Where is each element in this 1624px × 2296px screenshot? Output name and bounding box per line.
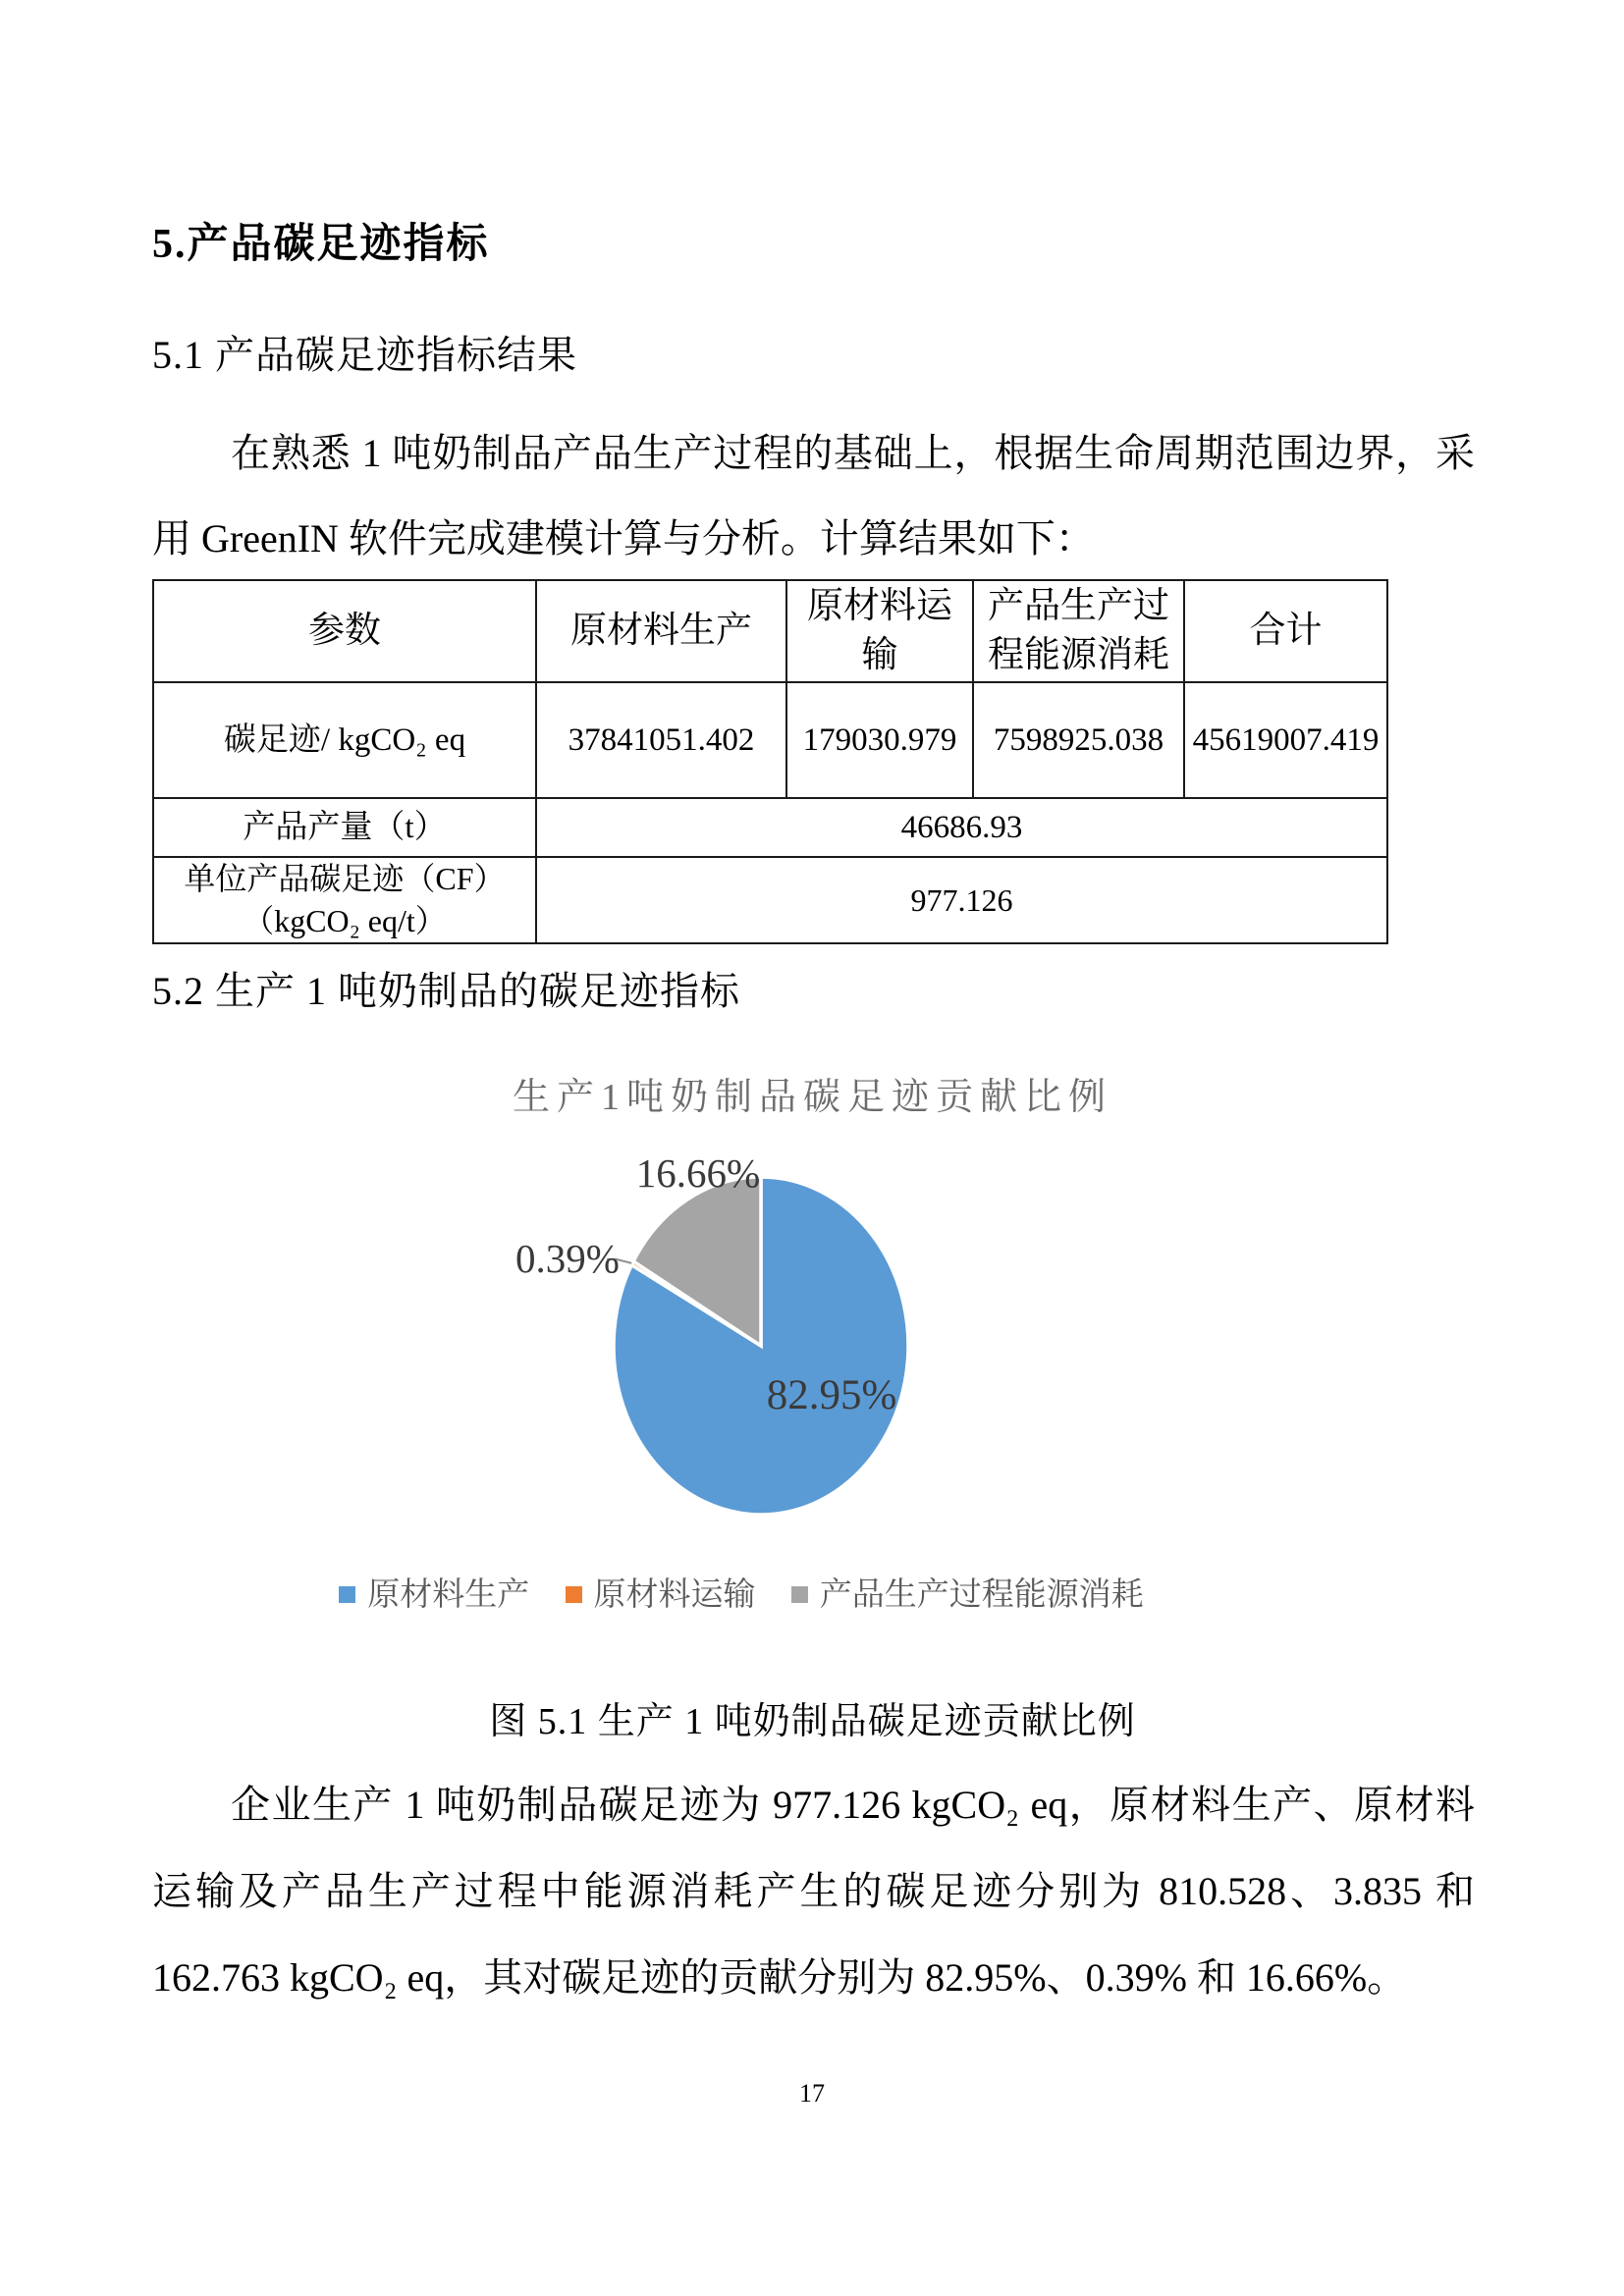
pie-label-energy: 16.66% [635,1150,761,1196]
pie-chart [604,1163,918,1526]
table-row [153,682,1387,798]
legend-label: 产品生产过程能源消耗 [819,1577,1144,1613]
carbon-footprint-table [152,579,1388,944]
row-label-output: 产品产量（t） [153,798,536,857]
col-header-raw-material-production: 原材料生产 [536,580,786,682]
row-label-unit-footprint [153,857,536,943]
row-label-footprint: 碳足迹/ kgCO₂ eq [153,682,536,798]
table-row [153,798,1387,857]
legend-item-energy [791,1569,1144,1615]
unit-footprint-label-line1: 单位产品碳足迹（CF） [184,861,506,896]
legend-swatch-gray-icon [791,1586,808,1603]
cell-footprint-transport: 179030.979 [786,682,973,798]
table-row [153,857,1387,943]
chart-title: 生产1吨奶制品碳足迹贡献比例 [512,1077,1112,1118]
col-header-process-energy: 产品生产过程能源消耗 [973,580,1184,682]
pie-label-production: 82.95% [766,1372,897,1418]
cell-output-value: 46686.93 [536,798,1387,857]
chapter-heading: 5.产品碳足迹指标 [152,222,490,267]
cell-footprint-energy: 7598925.038 [973,682,1184,798]
cell-footprint-total: 45619007.419 [1184,682,1387,798]
section-5-1-heading: 5.1 产品碳足迹指标结果 [152,333,577,377]
closing-paragraph: 企业生产 1 吨奶制品碳足迹为 977.126 kgCO₂ eq，原材料生产、原材料运输及产品生产过程中能源消耗产生的碳足迹分别为 810.528、3.835 和 162.763 kgCO₂ eq，其对碳足迹的贡献分别为 82.95%、0.39% 和 16.66%。 [152,1783,1475,2000]
legend-item-production [339,1569,529,1615]
chart-legend [152,1569,1330,1615]
legend-swatch-orange-icon [566,1586,582,1603]
unit-footprint-label-line2: （kgCO₂ eq/t） [243,903,447,939]
cell-unit-footprint-value: 977.126 [536,857,1387,943]
legend-swatch-blue-icon [339,1586,355,1603]
col-header-raw-material-transport: 原材料运输 [786,580,973,682]
legend-item-transport [566,1569,756,1615]
table-header-row [153,580,1387,682]
section-5-2-heading: 5.2 生产 1 吨奶制品的碳足迹指标 [152,969,740,1013]
col-header-parameter: 参数 [153,580,536,682]
pie-label-transport: 0.39% [515,1236,620,1281]
cell-footprint-production: 37841051.402 [536,682,786,798]
page-number: 17 [799,2079,825,2108]
intro-paragraph: 在熟悉 1 吨奶制品产品生产过程的基础上，根据生命周期范围边界，采用 GreenIN 软件完成建模计算与分析。计算结果如下： [152,431,1475,561]
col-header-total: 合计 [1184,580,1387,682]
pie-chart-figure [152,1041,1473,1649]
figure-caption: 图 5.1 生产 1 吨奶制品碳足迹贡献比例 [489,1701,1136,1742]
legend-label: 原材料生产 [367,1577,530,1613]
legend-label: 原材料运输 [593,1577,756,1613]
